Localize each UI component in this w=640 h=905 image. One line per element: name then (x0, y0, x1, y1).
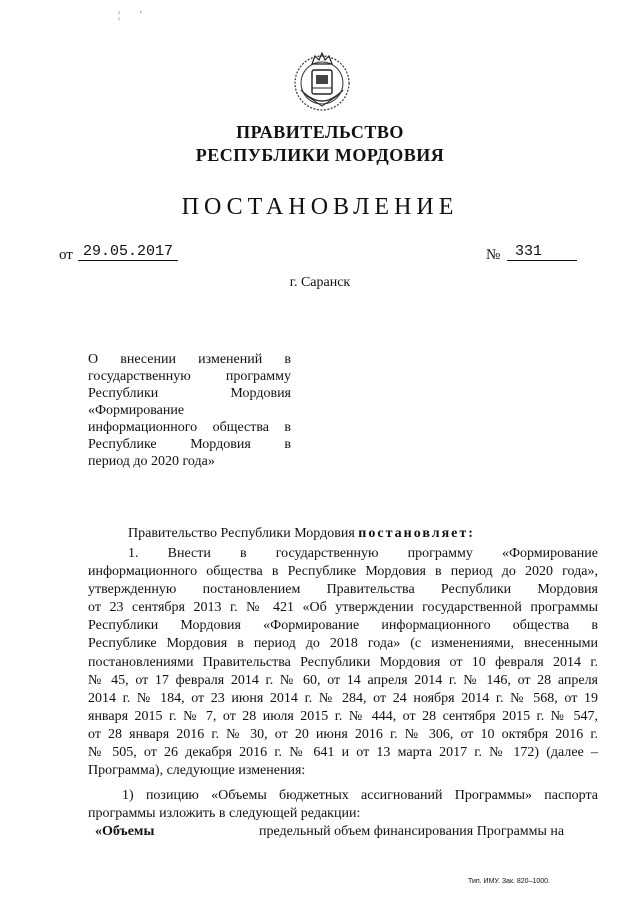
paragraph-line: 2014 г. № 184, от 23 июня 2014 г. № 284, от 24 ноября 2014 г. № 568, от 19 (88, 690, 598, 706)
subject-line: информационного общества в (88, 420, 291, 435)
document-type: ПОСТАНОВЛЕНИЕ (181, 194, 459, 220)
scan-mark: ¦ ' (118, 10, 142, 21)
document-date: 29.05.2017 (78, 243, 178, 261)
subject-line: Республике Мордовия в (88, 437, 291, 452)
subject-line: государственную программу (88, 369, 291, 384)
paragraph-line: Программа), следующие изменения: (88, 763, 306, 779)
paragraph-1 (88, 545, 598, 780)
city-name: г. Саранск (289, 275, 351, 290)
table-left-cell: «Объемы (95, 824, 155, 839)
resolves-word: постановляет: (358, 526, 475, 541)
intro-text: Правительство Республики Мордовия (128, 526, 355, 541)
document-subject (88, 351, 291, 470)
item-1 (88, 787, 598, 823)
republic-title: РЕСПУБЛИКИ МОРДОВИЯ (195, 145, 445, 165)
item-line: программы изложить в следующей редакции: (88, 806, 361, 822)
paragraph-line: Республики Мордовия «Формирование информационного общества в (88, 618, 598, 634)
paragraph-line: 1. Внести в государственную программу «Формирование (128, 546, 598, 561)
paragraph-line: информационного общества в Республике Мордовия в период до 2020 года», (88, 564, 598, 580)
subject-line: Республики Мордовия (88, 386, 291, 401)
government-title: ПРАВИТЕЛЬСТВО (236, 122, 404, 142)
subject-line: О внесении изменений в (88, 352, 291, 367)
subject-line: «Формирование (88, 403, 185, 418)
table-right-cell: предельный объем финансирования Программы на (259, 824, 565, 839)
date-label: от (59, 247, 73, 263)
document-number: 331 (507, 243, 577, 261)
paragraph-line: № 45, от 17 февраля 2014 г. № 60, от 14 апреля 2014 г. № 146, от 28 апреля (88, 672, 598, 688)
number-label: № (486, 247, 501, 263)
paragraph-line: от 28 января 2016 г. № 30, от 20 июня 2016 г. № 306, от 10 октября 2016 г. (88, 726, 598, 742)
paragraph-line: Республике Мордовия в период до 2018 года» (с изменениями, внесенными (88, 636, 598, 652)
paragraph-line: от 23 сентября 2013 г. № 421 «Об утверждении государственной программы (88, 600, 598, 616)
print-footer: Тип. ИМУ. Зак. 820–1000. (468, 878, 550, 885)
resolution-intro (128, 526, 475, 542)
paragraph-line: утвержденную постановлением Правительства Республики Мордовия (88, 582, 598, 598)
subject-line: период до 2020 года» (88, 454, 215, 469)
item-line: 1) позицию «Объемы бюджетных ассигнований Программы» паспорта (122, 788, 598, 803)
paragraph-line: января 2015 г. № 7, от 28 июля 2015 г. № 444, от 28 сентября 2015 г. № 547, (88, 708, 598, 724)
paragraph-line: постановлениями Правительства Республики Мордовия от 10 февраля 2014 г. (88, 654, 598, 670)
coat-of-arms-emblem (293, 50, 351, 114)
paragraph-line: № 505, от 26 декабря 2016 г. № 641 и от 13 марта 2017 г. № 172) (далее – (88, 745, 598, 761)
